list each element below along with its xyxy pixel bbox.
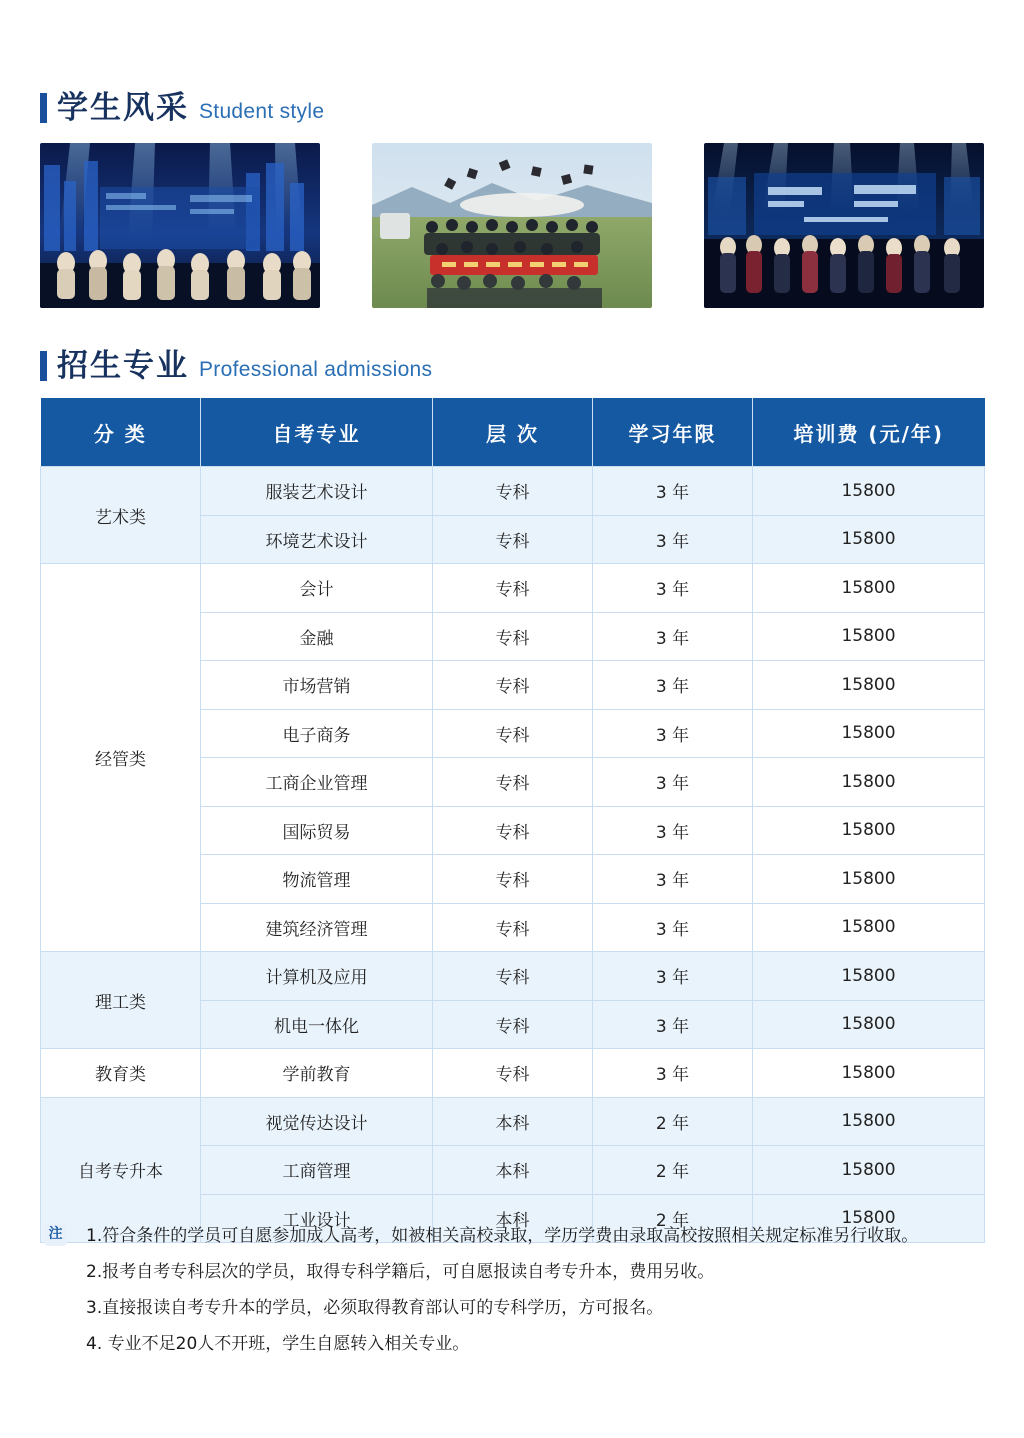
- duration-cell: 3 年: [593, 661, 753, 710]
- stage-performance-photo: [40, 143, 320, 308]
- level-cell: 专科: [433, 806, 593, 855]
- major-cell: 工业设计: [201, 1194, 433, 1243]
- table-row: [41, 952, 985, 1001]
- level-cell: 专科: [433, 709, 593, 758]
- level-cell: 本科: [433, 1194, 593, 1243]
- level-cell: 专科: [433, 612, 593, 661]
- level-cell: 专科: [433, 467, 593, 516]
- fee-cell: 15800: [753, 709, 985, 758]
- heading-accent-bar: [40, 351, 47, 381]
- major-cell: 建筑经济管理: [201, 903, 433, 952]
- duration-cell: 3 年: [593, 903, 753, 952]
- major-cell: 市场营销: [201, 661, 433, 710]
- duration-cell: 3 年: [593, 806, 753, 855]
- duration-cell: 3 年: [593, 467, 753, 516]
- note-line-4: 4. 专业不足20人不开班，学生自愿转入相关专业。: [86, 1334, 470, 1354]
- fee-cell: 15800: [753, 467, 985, 516]
- level-cell: 专科: [433, 758, 593, 807]
- table-body: [41, 467, 985, 1243]
- fee-cell: 15800: [753, 1097, 985, 1146]
- duration-cell: 3 年: [593, 952, 753, 1001]
- note-line-3: 3.直接报读自考专升本的学员，必须取得教育部认可的专科学历，方可报名。: [86, 1298, 664, 1318]
- student-style-title-en: Student style: [199, 100, 325, 123]
- level-cell: 本科: [433, 1146, 593, 1195]
- note-line-2: 2.报考自考专科层次的学员，取得专科学籍后，可自愿报读自考专升本，费用另收。: [86, 1262, 715, 1282]
- major-cell: 电子商务: [201, 709, 433, 758]
- duration-cell: 3 年: [593, 1049, 753, 1098]
- major-cell: 工商管理: [201, 1146, 433, 1195]
- column-header-category: 分 类: [41, 398, 201, 467]
- fee-cell: 15800: [753, 515, 985, 564]
- fee-cell: 15800: [753, 1049, 985, 1098]
- note-line-1: 1.符合条件的学员可自愿参加成人高考，如被相关高校录取，学历学费由录取高校按照相关规定标准另行收取。: [86, 1226, 919, 1246]
- column-header-major: 自考专业: [201, 398, 433, 467]
- level-cell: 本科: [433, 1097, 593, 1146]
- level-cell: 专科: [433, 1000, 593, 1049]
- major-cell: 学前教育: [201, 1049, 433, 1098]
- duration-cell: 3 年: [593, 855, 753, 904]
- duration-cell: 2 年: [593, 1146, 753, 1195]
- admissions-title-en: Professional admissions: [199, 358, 433, 381]
- duration-cell: 3 年: [593, 1000, 753, 1049]
- fee-cell: 15800: [753, 661, 985, 710]
- fee-cell: 15800: [753, 1194, 985, 1243]
- level-cell: 专科: [433, 855, 593, 904]
- graduation-group-photo: [372, 143, 652, 308]
- table-row: [41, 564, 985, 613]
- duration-cell: 3 年: [593, 758, 753, 807]
- major-cell: 物流管理: [201, 855, 433, 904]
- fee-cell: 15800: [753, 952, 985, 1001]
- category-cell: 教育类: [41, 1049, 201, 1098]
- column-header-duration: 学习年限: [593, 398, 753, 467]
- duration-cell: 2 年: [593, 1097, 753, 1146]
- level-cell: 专科: [433, 952, 593, 1001]
- admissions-title-cn: 招生专业: [57, 348, 189, 384]
- major-cell: 服装艺术设计: [201, 467, 433, 516]
- major-cell: 金融: [201, 612, 433, 661]
- major-cell: 机电一体化: [201, 1000, 433, 1049]
- fee-cell: 15800: [753, 1146, 985, 1195]
- table-header: [41, 398, 985, 467]
- fee-cell: 15800: [753, 855, 985, 904]
- duration-cell: 3 年: [593, 709, 753, 758]
- level-cell: 专科: [433, 564, 593, 613]
- fee-cell: 15800: [753, 758, 985, 807]
- admissions-heading: [40, 340, 432, 385]
- ceremony-stage-photo: [704, 143, 984, 308]
- fee-cell: 15800: [753, 1000, 985, 1049]
- major-cell: 视觉传达设计: [201, 1097, 433, 1146]
- table-row: [41, 467, 985, 516]
- major-cell: 环境艺术设计: [201, 515, 433, 564]
- level-cell: 专科: [433, 1049, 593, 1098]
- table-header-row: [41, 398, 985, 467]
- fee-cell: 15800: [753, 564, 985, 613]
- level-cell: 专科: [433, 515, 593, 564]
- student-photo-strip: [40, 143, 984, 308]
- level-cell: 专科: [433, 903, 593, 952]
- category-cell: 自考专升本: [41, 1097, 201, 1243]
- column-header-level: 层 次: [433, 398, 593, 467]
- fee-cell: 15800: [753, 806, 985, 855]
- major-cell: 工商企业管理: [201, 758, 433, 807]
- table-row: [41, 1097, 985, 1146]
- major-cell: 计算机及应用: [201, 952, 433, 1001]
- category-cell: 理工类: [41, 952, 201, 1049]
- duration-cell: 3 年: [593, 564, 753, 613]
- student-style-heading: [40, 82, 324, 127]
- duration-cell: 3 年: [593, 515, 753, 564]
- student-style-title-cn: 学生风采: [57, 90, 189, 126]
- category-cell: 艺术类: [41, 467, 201, 564]
- category-cell: 经管类: [41, 564, 201, 952]
- table-row: [41, 1049, 985, 1098]
- heading-accent-bar: [40, 93, 47, 123]
- fee-cell: 15800: [753, 903, 985, 952]
- column-header-fee: 培训费 (元/年): [753, 398, 985, 467]
- duration-cell: 2 年: [593, 1194, 753, 1243]
- major-cell: 会计: [201, 564, 433, 613]
- duration-cell: 3 年: [593, 612, 753, 661]
- major-cell: 国际贸易: [201, 806, 433, 855]
- level-cell: 专科: [433, 661, 593, 710]
- notes-block: [40, 1218, 984, 1362]
- majors-table-wrap: [40, 398, 984, 1243]
- fee-cell: 15800: [753, 612, 985, 661]
- majors-table: [40, 398, 985, 1243]
- note-badge: 注: [44, 1223, 67, 1246]
